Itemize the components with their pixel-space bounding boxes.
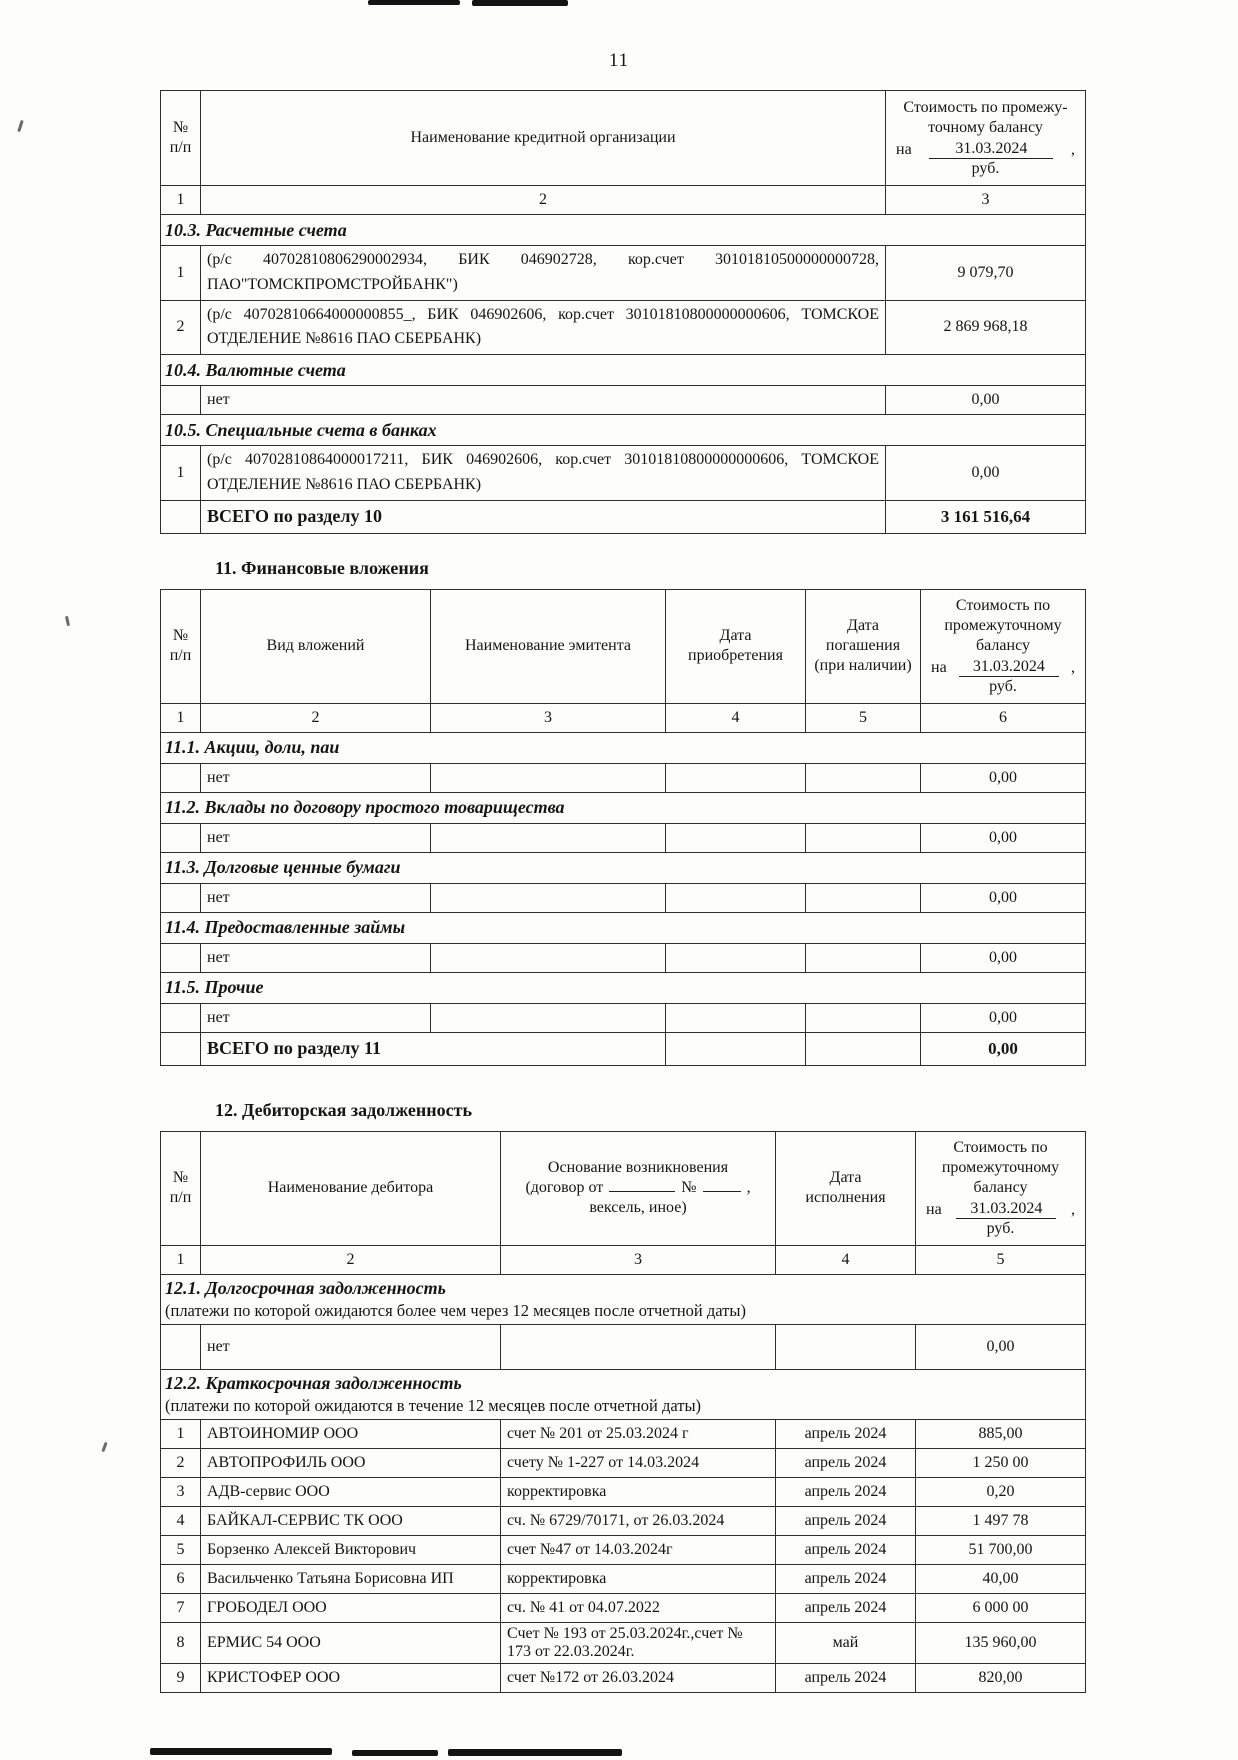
col-header-num	[161, 91, 201, 186]
cell-value: 6 000 00	[916, 1593, 1086, 1622]
table-bank-accounts	[160, 90, 1086, 534]
value-header-dateline	[892, 140, 1079, 159]
table-row	[161, 1477, 1086, 1506]
colnum: 1	[161, 186, 201, 215]
cell-acq-date	[666, 943, 806, 972]
cell-num	[161, 1324, 201, 1369]
cell-num: 7	[161, 1593, 201, 1622]
cell-num	[161, 500, 201, 533]
cell-date: апрель 2024	[776, 1535, 916, 1564]
colnum: 4	[776, 1245, 916, 1274]
cell-value: 40,00	[916, 1564, 1086, 1593]
cell-repay-date	[806, 883, 921, 912]
value-header-line3: балансу	[976, 636, 1030, 654]
colnum: 1	[161, 1245, 201, 1274]
colnum: 3	[501, 1245, 776, 1274]
cell-basis: сч. № 41 от 04.07.2022	[501, 1593, 776, 1622]
section-12-1-title: 12.1. Долгосрочная задолженность	[165, 1277, 446, 1298]
na-label: на	[926, 1200, 942, 1218]
table-row	[161, 1564, 1086, 1593]
cell-date: апрель 2024	[776, 1419, 916, 1448]
cell-acq-date	[666, 1003, 806, 1032]
cell-date: апрель 2024	[776, 1663, 916, 1692]
cell-value: 2 869 968,18	[886, 300, 1086, 355]
col-header-debtor: Наименование дебитора	[201, 1131, 501, 1245]
table-row	[161, 1663, 1086, 1692]
section-10-3-title: 10.3. Расчетные счета	[161, 215, 1086, 246]
scan-artifact	[448, 1749, 622, 1756]
cell-debtor: АВТОИНОМИР ООО	[201, 1419, 501, 1448]
cell-num: 4	[161, 1506, 201, 1535]
basis-line3: вексель, иное)	[589, 1199, 687, 1217]
section-10-3-row	[161, 215, 1086, 246]
cell-value: 820,00	[916, 1663, 1086, 1692]
date-line1: Дата	[829, 1169, 862, 1187]
cell-value: 135 960,00	[916, 1622, 1086, 1663]
section-11-1-row	[161, 732, 1086, 763]
col-header-repay-date	[806, 589, 921, 703]
table-row	[161, 1003, 1086, 1032]
table-row	[161, 823, 1086, 852]
cell-num: 2	[161, 1448, 201, 1477]
section-10-5-row	[161, 415, 1086, 446]
cell-repay-date	[806, 943, 921, 972]
section-11-3-row	[161, 852, 1086, 883]
cell-num: 1	[161, 246, 201, 301]
col-header-acq-date	[666, 589, 806, 703]
value-header-line3: балансу	[973, 1178, 1028, 1196]
value-header-line1: Стоимость по	[953, 1138, 1048, 1156]
cell-num: 9	[161, 1663, 201, 1692]
rub-label: руб.	[971, 159, 1000, 177]
cell-value: 1 250 00	[916, 1448, 1086, 1477]
table-header-row	[161, 589, 1086, 703]
colnum: 6	[921, 703, 1086, 732]
cell-debtor: КРИСТОФЕР ООО	[201, 1663, 501, 1692]
rub-label: руб.	[989, 677, 1017, 695]
num-label-line1: №	[172, 627, 189, 645]
cell-kind: нет	[201, 1003, 431, 1032]
section-11-5-title: 11.5. Прочие	[161, 972, 1086, 1003]
table-row	[161, 246, 1086, 301]
na-label: на	[896, 140, 912, 158]
table-row	[161, 763, 1086, 792]
col-header-value	[886, 91, 1086, 186]
section-11-heading: 11. Финансовые вложения	[215, 557, 429, 578]
balance-date: 31.03.2024	[959, 658, 1059, 677]
table-row	[161, 300, 1086, 355]
section-12-2-title: 12.2. Краткосрочная задолженность	[165, 1372, 462, 1393]
cell-value: 51 700,00	[916, 1535, 1086, 1564]
col-header-num	[161, 1131, 201, 1245]
cell-value: 0,00	[916, 1324, 1086, 1369]
table-row	[161, 1324, 1086, 1369]
table-row	[161, 386, 1086, 415]
cell-date: май	[776, 1622, 916, 1663]
col-header-basis	[501, 1131, 776, 1245]
cell-num	[161, 823, 201, 852]
table-row	[161, 446, 1086, 501]
value-header-line2: точному балансу	[928, 118, 1043, 136]
cell-date: апрель 2024	[776, 1477, 916, 1506]
table-row	[161, 1448, 1086, 1477]
cell-num: 5	[161, 1535, 201, 1564]
cell-date: апрель 2024	[776, 1448, 916, 1477]
cell-num	[161, 883, 201, 912]
basis-line2-text: (договор от	[525, 1179, 604, 1197]
cell-num: 8	[161, 1622, 201, 1663]
section-10-total-row	[161, 500, 1086, 533]
colnum: 3	[886, 186, 1086, 215]
section-11-3-title: 11.3. Долговые ценные бумаги	[161, 852, 1086, 883]
blank-line	[703, 1191, 741, 1192]
cell-value: 0,00	[921, 763, 1086, 792]
cell-debtor: АДВ-сервис ООО	[201, 1477, 501, 1506]
cell-debtor: ЕРМИС 54 ООО	[201, 1622, 501, 1663]
num-label-line2: п/п	[169, 139, 192, 156]
section-11-4-row	[161, 912, 1086, 943]
value-header-line1: Стоимость по промежу-	[903, 98, 1068, 116]
cell-num	[161, 943, 201, 972]
cell-acq-date	[666, 1032, 806, 1065]
cell-issuer	[431, 943, 666, 972]
scan-artifact	[368, 0, 460, 5]
col-header-kind: Вид вложений	[201, 589, 431, 703]
rep-line2: погашения	[825, 637, 901, 655]
num-label-line2: п/п	[169, 647, 192, 665]
cell-num	[161, 1003, 201, 1032]
acq-line2: приобретения	[688, 647, 783, 665]
cell-value: 0,00	[921, 883, 1086, 912]
rep-line1: Дата	[847, 617, 879, 635]
cell-kind: нет	[201, 883, 431, 912]
cell-value: 1 497 78	[916, 1506, 1086, 1535]
colnum: 2	[201, 703, 431, 732]
section-11-total-row	[161, 1032, 1086, 1065]
section-11-4-title: 11.4. Предоставленные займы	[161, 912, 1086, 943]
col-header-value	[916, 1131, 1086, 1245]
table-row	[161, 1622, 1086, 1663]
cell-basis: счет № 201 от 25.03.2024 г	[501, 1419, 776, 1448]
section-12-2-title-cell	[161, 1369, 1086, 1419]
cell-account: нет	[201, 386, 886, 415]
col-header-issuer: Наименование эмитента	[431, 589, 666, 703]
page-number: 11	[608, 50, 630, 71]
cell-num: 1	[161, 446, 201, 501]
colnum: 1	[161, 703, 201, 732]
scan-artifact	[352, 1750, 438, 1756]
col-header-num	[161, 589, 201, 703]
column-numbers-row	[161, 703, 1086, 732]
section-12-2-row	[161, 1369, 1086, 1419]
table-header-row	[161, 1131, 1086, 1245]
total-value: 3 161 516,64	[886, 500, 1086, 533]
na-label: на	[931, 658, 947, 676]
acq-line1: Дата	[719, 627, 752, 645]
scan-artifact	[65, 616, 70, 626]
cell-basis: счет №172 от 26.03.2024	[501, 1663, 776, 1692]
cell-issuer	[431, 823, 666, 852]
comma: ,	[746, 1179, 751, 1197]
section-12-1-subtitle: (платежи по которой ожидаются более чем через 12 месяцев после отчетной даты)	[165, 1300, 746, 1320]
colnum: 3	[431, 703, 666, 732]
cell-basis	[501, 1324, 776, 1369]
section-12-2-subtitle: (платежи по которой ожидаются в течение 12 месяцев после отчетной даты)	[165, 1395, 702, 1415]
cell-debtor: БАЙКАЛ-СЕРВИС ТК ООО	[201, 1506, 501, 1535]
cell-kind: нет	[201, 763, 431, 792]
cell-debtor: нет	[201, 1324, 501, 1369]
rub-label: руб.	[986, 1219, 1015, 1237]
table-row	[161, 1506, 1086, 1535]
cell-num: 2	[161, 300, 201, 355]
cell-basis: счету № 1-227 от 14.03.2024	[501, 1448, 776, 1477]
section-12-1-title-cell	[161, 1274, 1086, 1324]
scan-artifact	[150, 1748, 332, 1755]
cell-issuer	[431, 883, 666, 912]
table-financial-investments	[160, 589, 1086, 1066]
colnum: 2	[201, 186, 886, 215]
cell-acq-date	[666, 823, 806, 852]
date-line2: исполнения	[805, 1189, 886, 1207]
cell-kind: нет	[201, 823, 431, 852]
colnum: 5	[916, 1245, 1086, 1274]
total-label: ВСЕГО по разделу 11	[201, 1032, 666, 1065]
cell-num: 6	[161, 1564, 201, 1593]
cell-debtor: ГРОБОДЕЛ ООО	[201, 1593, 501, 1622]
colnum: 4	[666, 703, 806, 732]
cell-date: апрель 2024	[776, 1506, 916, 1535]
num-label-line1: №	[172, 1169, 189, 1187]
basis-line1: Основание возникновения	[547, 1159, 729, 1177]
colnum: 2	[201, 1245, 501, 1274]
cell-value: 0,20	[916, 1477, 1086, 1506]
cell-account: (р/с 40702810664000000855_, БИК 046902606, кор.счет 30101810800000000606, ТОМСКОЕ ОТДЕЛЕНИЕ №8616 ПАО СБЕРБАНК)	[201, 300, 886, 355]
basis-line2	[507, 1178, 769, 1198]
cell-debtor: Васильченко Татьяна Борисовна ИП	[201, 1564, 501, 1593]
cell-basis: корректировка	[501, 1564, 776, 1593]
cell-value: 0,00	[886, 446, 1086, 501]
cell-num	[161, 763, 201, 792]
section-12-heading: 12. Дебиторская задолженность	[215, 1099, 473, 1120]
cell-basis: Счет № 193 от 25.03.2024г.,счет № 173 от 22.03.2024г.	[501, 1622, 776, 1663]
table-row	[161, 1419, 1086, 1448]
section-11-2-title: 11.2. Вклады по договору простого товарищества	[161, 792, 1086, 823]
cell-value: 0,00	[921, 1003, 1086, 1032]
balance-date: 31.03.2024	[929, 140, 1053, 159]
cell-num: 3	[161, 1477, 201, 1506]
table-receivables	[160, 1131, 1086, 1693]
cell-num: 1	[161, 1419, 201, 1448]
section-11-2-row	[161, 792, 1086, 823]
cell-debtor: АВТОПРОФИЛЬ ООО	[201, 1448, 501, 1477]
table-row	[161, 883, 1086, 912]
section-11-5-row	[161, 972, 1086, 1003]
cell-issuer	[431, 1003, 666, 1032]
cell-value: 0,00	[886, 386, 1086, 415]
scan-artifact	[472, 0, 568, 6]
scan-artifact	[101, 1442, 107, 1452]
cell-account: (р/с 40702810864000017211, БИК 046902606, кор.счет 30101810800000000606, ТОМСКОЕ ОТДЕЛЕНИЕ №8616 ПАО СБЕРБАНК)	[201, 446, 886, 501]
basis-number-sign: №	[681, 1179, 697, 1197]
cell-acq-date	[666, 883, 806, 912]
section-10-4-row	[161, 355, 1086, 386]
cell-account: (р/с 40702810806290002934, БИК 046902728, кор.счет 30101810500000000728, ПАО"ТОМСКПРОМСТРОЙБАНК")	[201, 246, 886, 301]
cell-repay-date	[806, 1003, 921, 1032]
section-10-4-title: 10.4. Валютные счета	[161, 355, 1086, 386]
comma: ,	[1070, 658, 1075, 676]
value-header-line2: промежуточному	[944, 616, 1062, 634]
table-row	[161, 943, 1086, 972]
cell-date: апрель 2024	[776, 1564, 916, 1593]
total-label: ВСЕГО по разделу 10	[201, 500, 886, 533]
cell-acq-date	[666, 763, 806, 792]
scan-artifact	[17, 120, 24, 132]
cell-value: 885,00	[916, 1419, 1086, 1448]
column-numbers-row	[161, 1245, 1086, 1274]
table-row	[161, 1593, 1086, 1622]
table-row	[161, 1535, 1086, 1564]
col-header-exec-date	[776, 1131, 916, 1245]
cell-value: 0,00	[921, 943, 1086, 972]
cell-num	[161, 386, 201, 415]
cell-date	[776, 1324, 916, 1369]
num-label-line2: п/п	[169, 1189, 192, 1207]
cell-basis: корректировка	[501, 1477, 776, 1506]
cell-date: апрель 2024	[776, 1593, 916, 1622]
cell-value: 0,00	[921, 823, 1086, 852]
rep-line3: (при наличии)	[814, 657, 912, 675]
cell-debtor: Борзенко Алексей Викторович	[201, 1535, 501, 1564]
cell-kind: нет	[201, 943, 431, 972]
table-header-row	[161, 91, 1086, 186]
cell-num	[161, 1032, 201, 1065]
colnum: 5	[806, 703, 921, 732]
section-11-1-title: 11.1. Акции, доли, паи	[161, 732, 1086, 763]
comma: ,	[1070, 1200, 1075, 1218]
num-label-line1: №	[172, 119, 189, 136]
cell-basis: счет №47 от 14.03.2024г	[501, 1535, 776, 1564]
balance-date: 31.03.2024	[956, 1200, 1056, 1219]
col-header-value	[921, 589, 1086, 703]
blank-line	[609, 1191, 675, 1192]
column-numbers-row	[161, 186, 1086, 215]
value-header-line1: Стоимость по	[955, 596, 1051, 614]
cell-value: 9 079,70	[886, 246, 1086, 301]
section-10-5-title: 10.5. Специальные счета в банках	[161, 415, 1086, 446]
comma: ,	[1070, 140, 1075, 158]
section-12-1-row	[161, 1274, 1086, 1324]
col-header-organization: Наименование кредитной организации	[201, 91, 886, 186]
value-header-dateline	[927, 658, 1079, 677]
cell-repay-date	[806, 1032, 921, 1065]
value-header-line2: промежуточному	[941, 1158, 1060, 1176]
total-value: 0,00	[921, 1032, 1086, 1065]
cell-basis: сч. № 6729/70171, от 26.03.2024	[501, 1506, 776, 1535]
cell-issuer	[431, 763, 666, 792]
cell-repay-date	[806, 763, 921, 792]
cell-repay-date	[806, 823, 921, 852]
value-header-dateline	[922, 1200, 1079, 1219]
